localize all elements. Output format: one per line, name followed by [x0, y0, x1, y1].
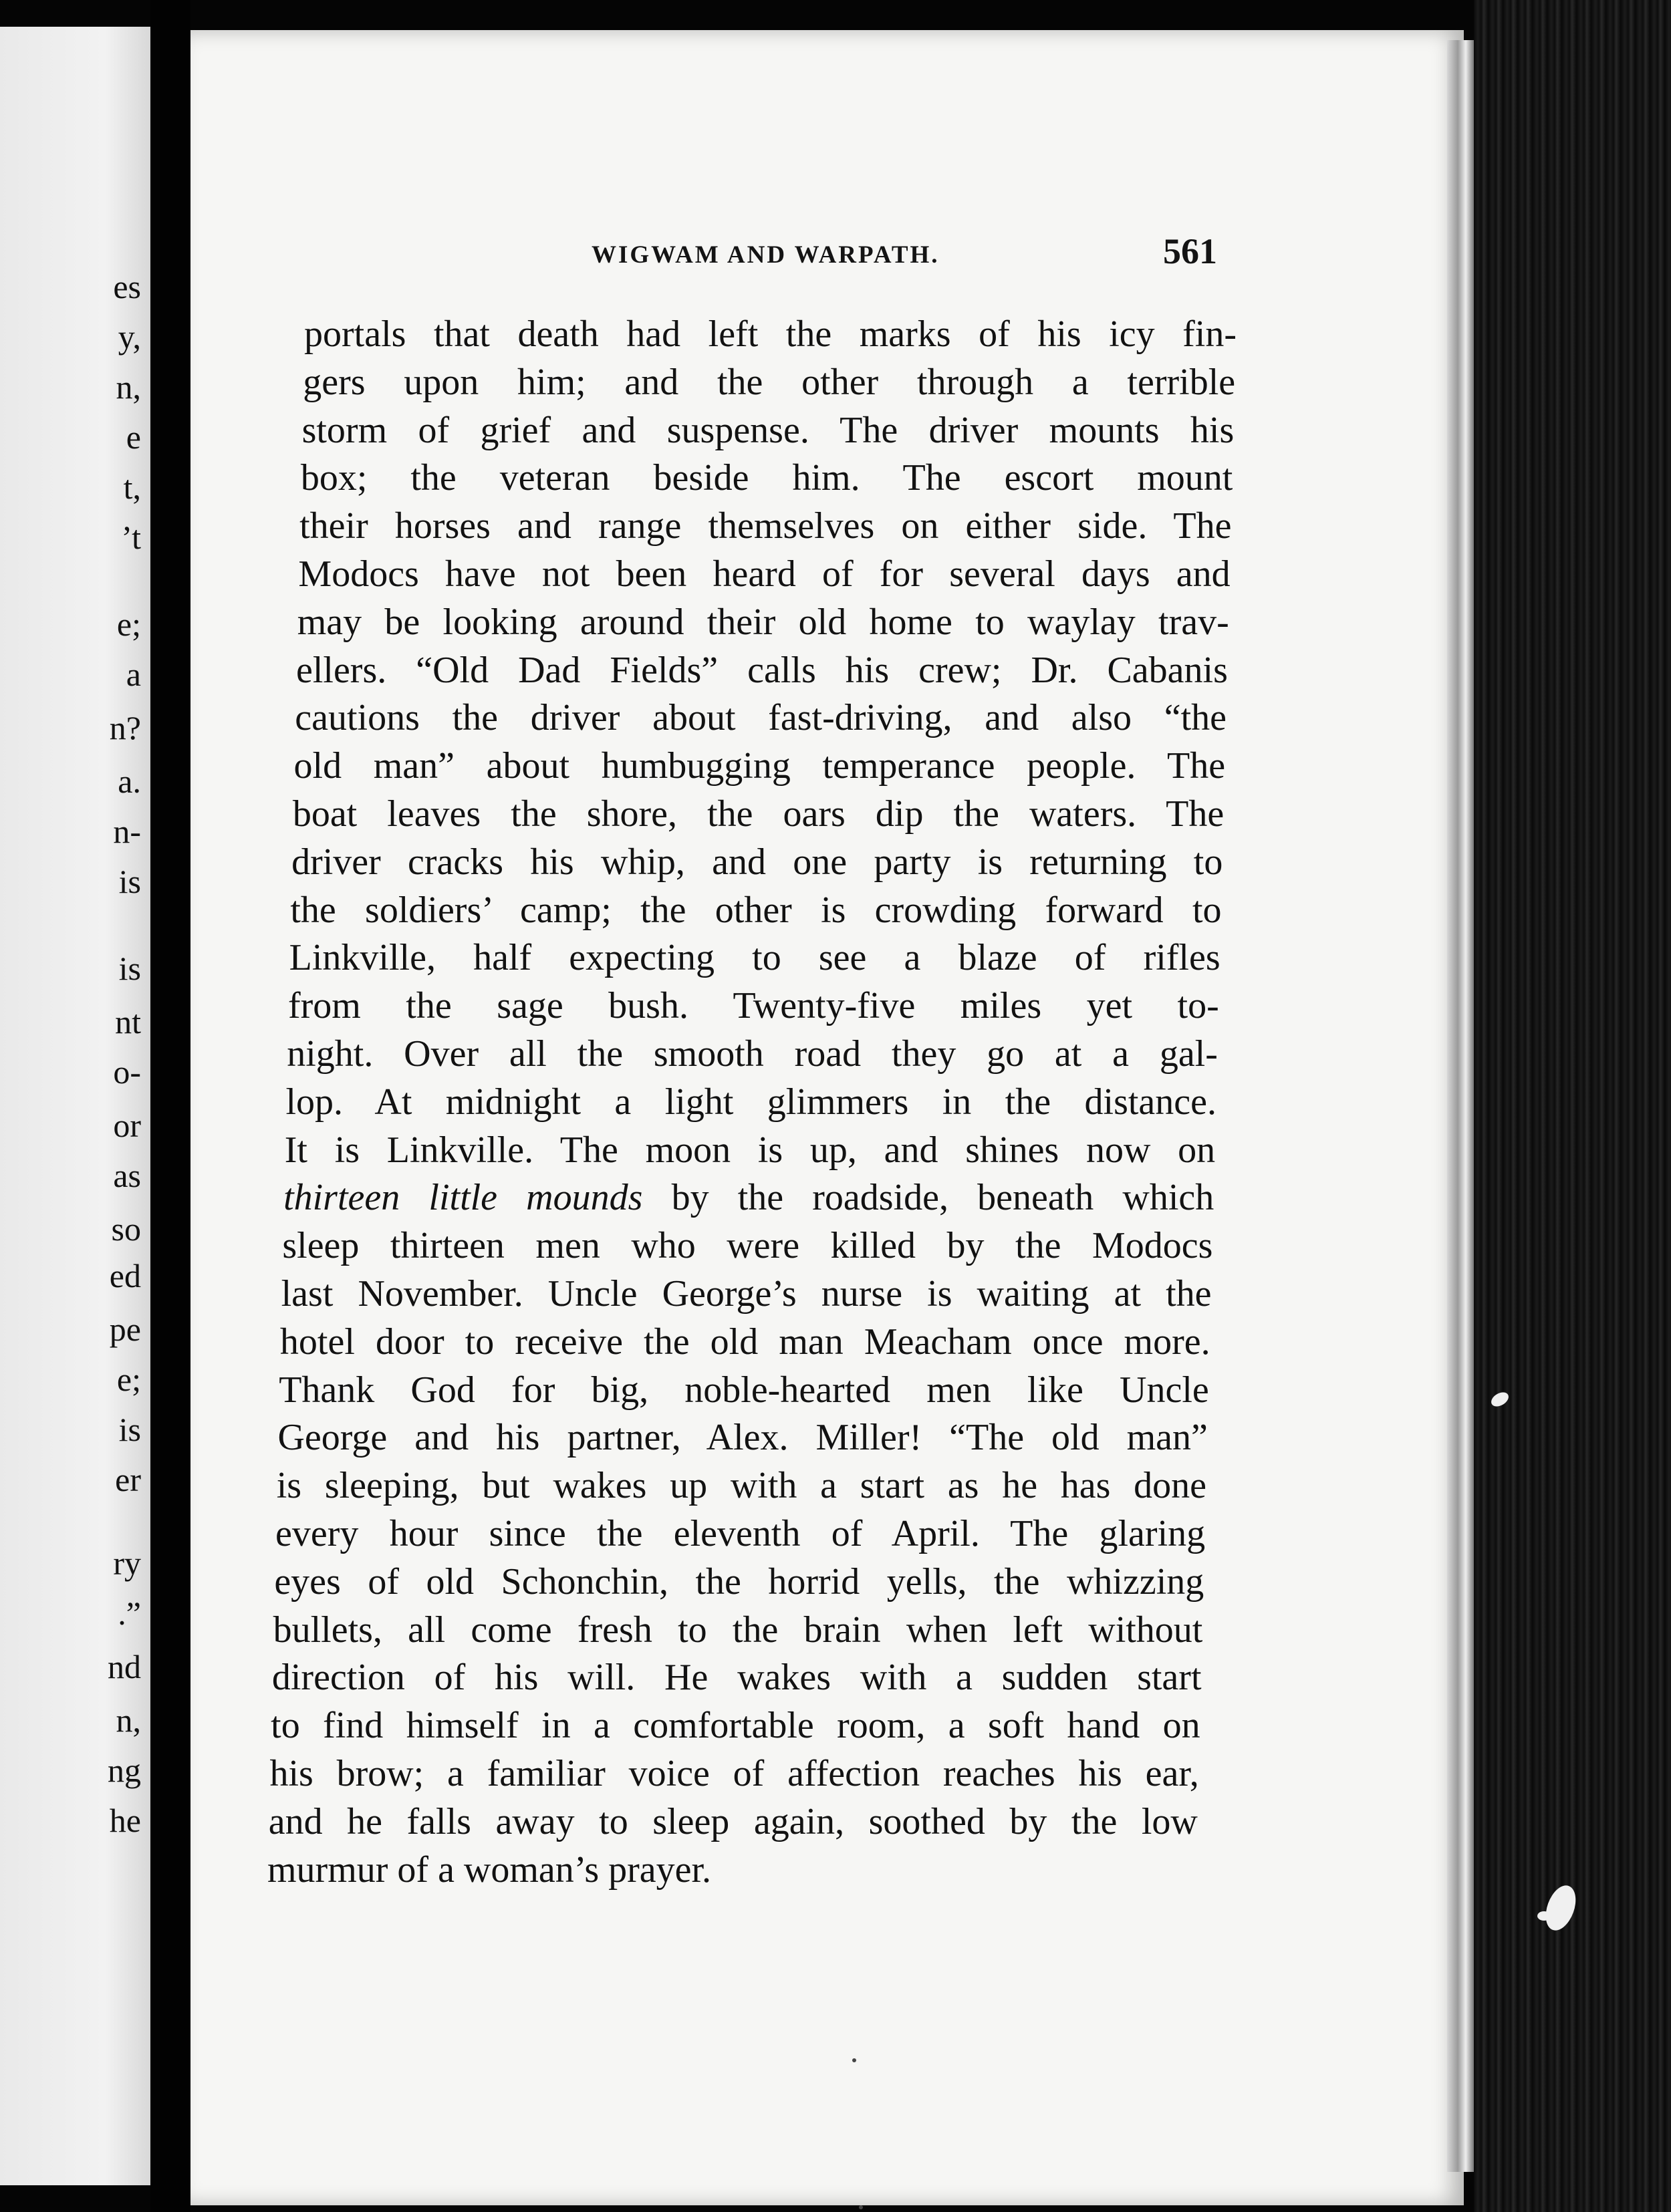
previous-page-fragment: so: [111, 1210, 141, 1248]
previous-page-fragment: n,: [116, 368, 141, 406]
page-number: 561: [1163, 231, 1217, 271]
text-line: old man” about humbugging temperance people. The: [293, 745, 1226, 787]
running-header-title: WIGWAM AND WARPATH.: [592, 241, 940, 269]
line-remainder: by the roadside, beneath which: [642, 1177, 1214, 1219]
text-line: his brow; a familiar voice of affection reaches his ear,: [269, 1753, 1199, 1794]
previous-page-fragment: as: [113, 1157, 141, 1194]
previous-page-fragment: ed: [109, 1257, 141, 1294]
text-line: sleep thirteen men who were killed by the Modocs: [282, 1225, 1213, 1267]
ink-dot: [859, 2205, 863, 2209]
text-line: night. Over all the smooth road they go at a gal-: [287, 1033, 1218, 1075]
text-line: murmur of a woman’s prayer.: [267, 1848, 712, 1891]
text-line: Thank God for big, noble-hearted men like Uncle: [279, 1369, 1209, 1411]
previous-page-fragment: e;: [116, 1361, 141, 1398]
text-line: [283, 1174, 1214, 1221]
text-line: Linkville, half expecting to see a blaze of rifles: [289, 937, 1220, 979]
previous-page-fragment: nt: [115, 1003, 141, 1041]
text-line: eyes of old Schonchin, the horrid yells, the whizzing: [274, 1560, 1204, 1603]
previous-page-fragment: ng: [108, 1752, 141, 1789]
text-line: and he falls away to sleep again, soothed by the low: [268, 1800, 1198, 1842]
previous-page-fragment: nd: [108, 1648, 141, 1685]
text-line: may be looking around their old home to waylay trav-: [297, 601, 1229, 643]
previous-page-fragment: is: [118, 1411, 141, 1448]
previous-page-fragment: e;: [116, 605, 141, 643]
text-line: from the sage bush. Twenty-five miles yet to-: [287, 985, 1219, 1027]
previous-page-fragment: e: [126, 418, 141, 456]
text-line: cautions the driver about fast-driving, and also “the: [295, 697, 1227, 739]
previous-page-fragment: is: [118, 950, 141, 987]
italic-phrase: thirteen little mounds: [283, 1177, 643, 1219]
text-line: the soldiers’ camp; the other is crowding forward to: [290, 889, 1222, 931]
previous-page-fragment: o-: [113, 1053, 141, 1091]
text-line: bullets, all come fresh to the brain when left without: [273, 1609, 1203, 1651]
text-line: ellers. “Old Dad Fields” calls his crew; Dr. Cabanis: [295, 649, 1228, 691]
text-line: Modocs have not been heard of for several days and: [298, 553, 1231, 595]
text-line: hotel door to receive the old man Meacham once more.: [279, 1321, 1210, 1363]
text-line: portals that death had left the marks of his icy fin-: [304, 313, 1237, 355]
ink-dot: [852, 2058, 856, 2062]
previous-page-fragment: ’t: [121, 519, 141, 556]
previous-page-fragment: er: [115, 1461, 141, 1498]
text-line: their horses and range themselves on either side. The: [299, 505, 1232, 547]
text-line: driver cracks his whip, and one party is returning to: [291, 841, 1223, 883]
previous-page-fragment: es: [113, 268, 141, 305]
text-line: is sleeping, but wakes up with a start as he has done: [276, 1465, 1206, 1507]
previous-page-fragment: pe: [109, 1310, 141, 1348]
text-line: It is Linkville. The moon is up, and shines now on: [284, 1129, 1216, 1171]
text-line: lop. At midnight a light glimmers in the distance.: [285, 1081, 1216, 1123]
previous-page-fragment: is: [118, 863, 141, 900]
previous-page-fragment: he: [109, 1802, 141, 1839]
previous-page-fragment: .”: [118, 1595, 141, 1632]
text-line: direction of his will. He wakes with a sudden start: [271, 1657, 1202, 1699]
previous-page-fragment: or: [113, 1107, 141, 1144]
previous-page-fragment: ry: [113, 1544, 141, 1582]
text-line: to find himself in a comfortable room, a soft hand on: [271, 1705, 1200, 1747]
previous-page-fragment: a: [126, 656, 141, 693]
previous-page-fragment: n?: [109, 709, 141, 746]
text-line: George and his partner, Alex. Miller! “The old man”: [277, 1417, 1208, 1459]
text-line: boat leaves the shore, the oars dip the waters. The: [292, 793, 1225, 835]
previous-page-fragment: a.: [118, 763, 141, 800]
text-line: box; the veteran beside him. The escort mount: [300, 457, 1233, 499]
previous-page-fragment: t,: [123, 468, 141, 506]
previous-page-fragment: n-: [113, 813, 141, 850]
text-line: gers upon him; and the other through a terrible: [303, 361, 1236, 403]
text-line: last November. Uncle George’s nurse is waiting at the: [281, 1273, 1212, 1315]
text-line: every hour since the eleventh of April. The glaring: [275, 1513, 1206, 1554]
previous-page-fragment: n,: [116, 1701, 141, 1739]
previous-page-fragment: y,: [118, 318, 141, 356]
text-line: storm of grief and suspense. The driver mounts his: [301, 409, 1235, 451]
